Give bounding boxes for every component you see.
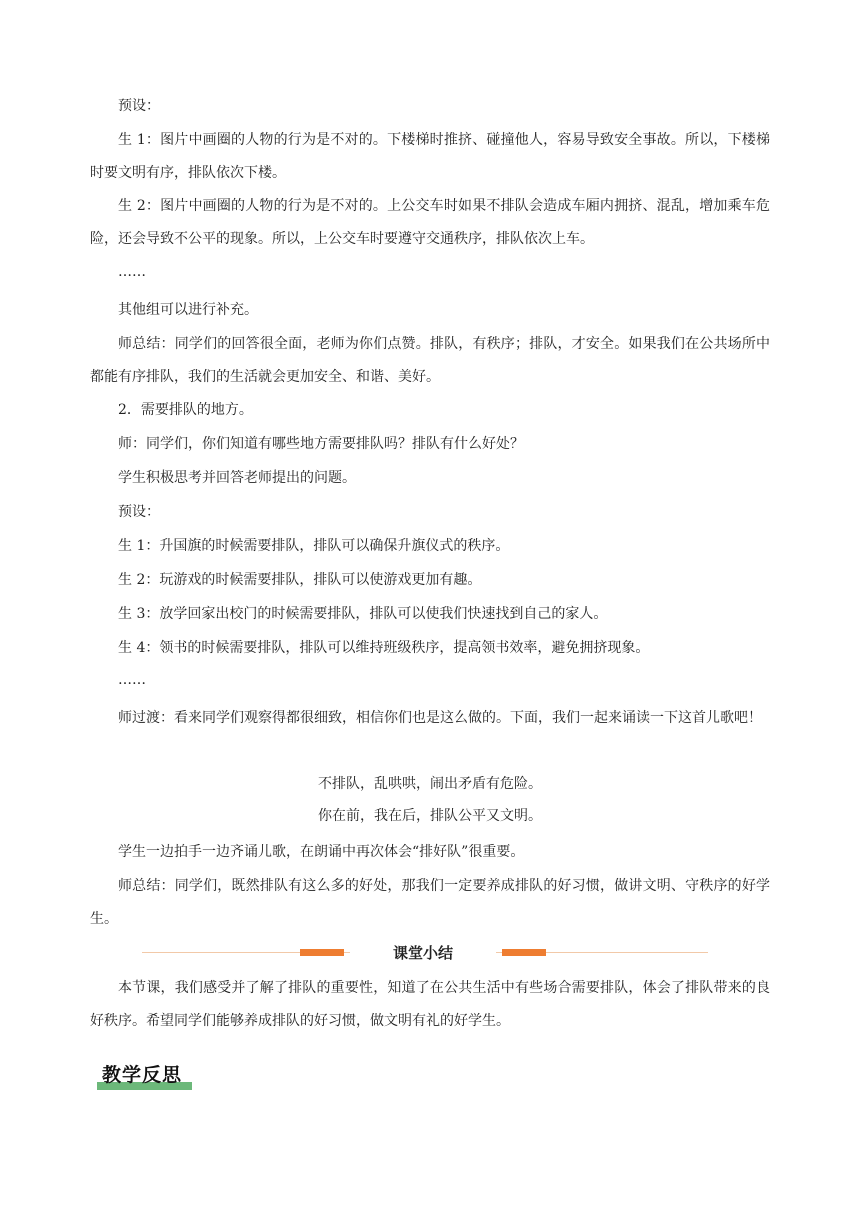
- poem-line-2: 你在前，我在后，排队公平又文明。: [318, 808, 542, 824]
- paragraph-students-recite: 学生一边拍手一边齐诵儿歌，在朗诵中再次体会“排好队”很重要。: [118, 844, 525, 860]
- paragraph-teacher-question: 师：同学们，你们知道有哪些地方需要排队吗？排队有什么好处？: [118, 436, 524, 452]
- paragraph-preset-2: 预设：: [118, 504, 160, 520]
- paragraph-ellipsis-2: ……: [118, 672, 146, 688]
- section-title: 课堂小结: [350, 940, 496, 966]
- paragraph-teacher-summary-1: 师总结：同学们的回答很全面，老师为你们点赞。排队，有秩序；排队，才安全。如果我们在公共场所中都能有序排队，我们的生活就会更加安全、和谐、美好。: [90, 336, 770, 385]
- reflection-heading: [97, 1062, 182, 1092]
- section-divider-class-summary: [142, 940, 708, 966]
- paragraph-preset-1: 预设：: [118, 98, 160, 114]
- poem-line-1: 不排队，乱哄哄，闹出矛盾有危险。: [318, 776, 542, 792]
- paragraph-answer-3: 生 3：放学回家出校门的时候需要排队，排队可以使我们快速找到自己的家人。: [118, 606, 608, 622]
- paragraph-ellipsis-1: ……: [118, 264, 146, 280]
- paragraph-students-think: 学生积极思考并回答老师提出的问题。: [118, 470, 356, 486]
- paragraph-teacher-summary-2: 师总结：同学们，既然排队有这么多的好处，那我们一定要养成排队的好习惯，做讲文明、守秩序的好学生。: [90, 878, 770, 927]
- paragraph-answer-4: 生 4：领书的时候需要排队，排队可以维持班级秩序，提高领书效率，避免拥挤现象。: [118, 640, 650, 656]
- paragraph-class-summary: 本节课，我们感受并了解了排队的重要性，知道了在公共生活中有些场合需要排队，体会了排队带来的良好秩序。希望同学们能够养成排队的好习惯，做文明有礼的好学生。: [90, 980, 770, 1029]
- paragraph-student-1-stairs: 生 1：图片中画圈的人物的行为是不对的。下楼梯时推挤、碰撞他人，容易导致安全事故。所以，下楼梯时要文明有序，排队依次下楼。: [90, 132, 770, 181]
- paragraph-student-2-bus: 生 2：图片中画圈的人物的行为是不对的。上公交车时如果不排队会造成车厢内拥挤、混乱，增加乘车危险，还会导致不公平的现象。所以，上公交车时要遵守交通秩序，排队依次上车。: [90, 198, 770, 247]
- paragraph-answer-1: 生 1：升国旗的时候需要排队，排队可以确保升旗仪式的秩序。: [118, 538, 510, 554]
- paragraph-other-groups: 其他组可以进行补充。: [118, 302, 258, 318]
- divider-accent-left: [300, 949, 344, 956]
- paragraph-teacher-transition: 师过渡：看来同学们观察得都很细致，相信你们也是这么做的。下面，我们一起来诵读一下这首儿歌吧！: [118, 710, 762, 726]
- divider-accent-right: [502, 949, 546, 956]
- paragraph-subheading-2: 2．需要排队的地方。: [118, 402, 253, 418]
- paragraph-answer-2: 生 2：玩游戏的时候需要排队，排队可以使游戏更加有趣。: [118, 572, 482, 588]
- reflection-heading-text: 教学反思: [102, 1064, 183, 1086]
